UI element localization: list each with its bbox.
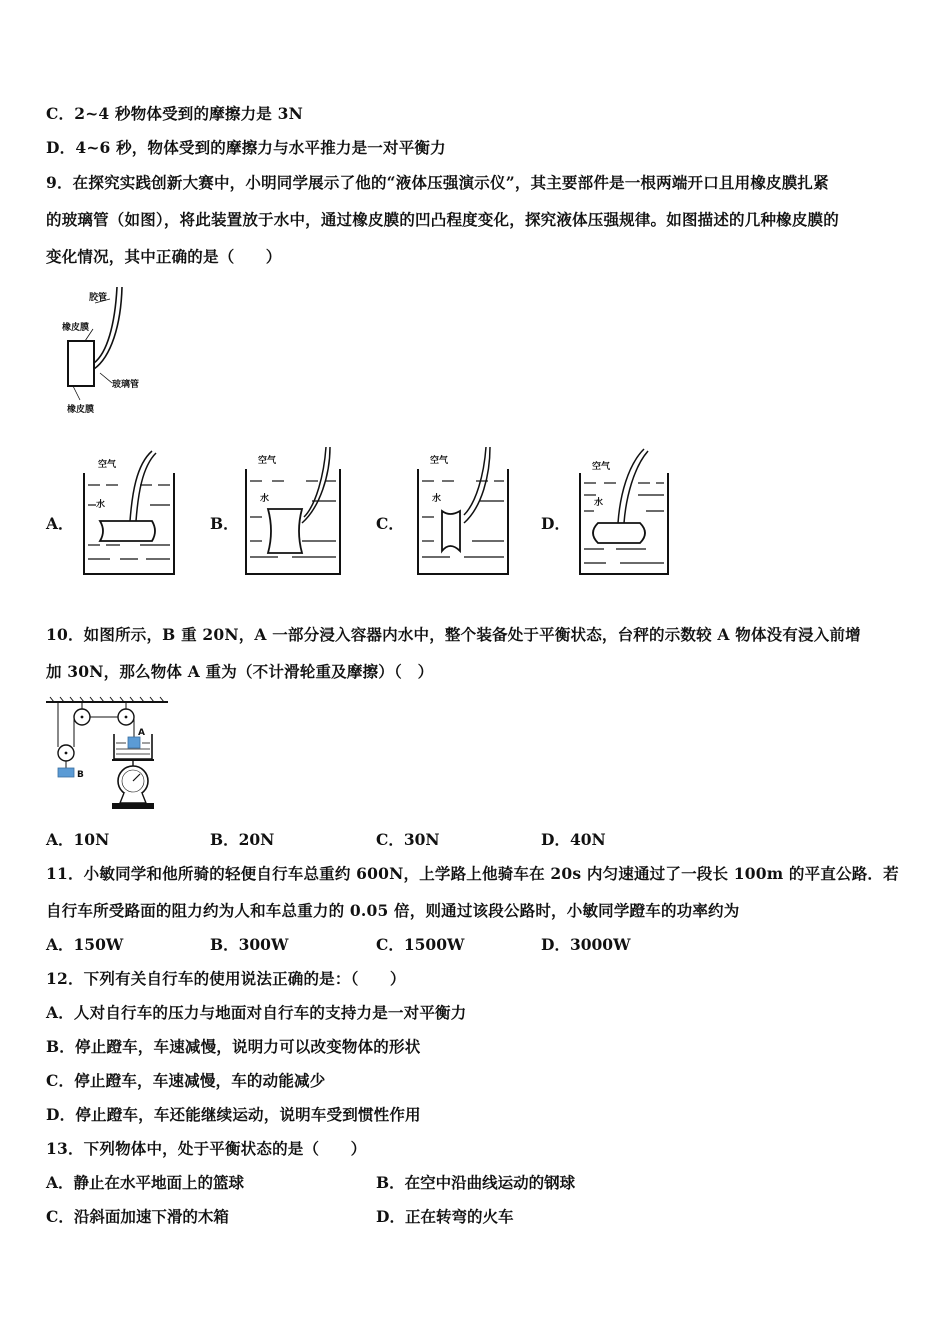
q9-tube-label: 胶管 bbox=[89, 293, 108, 303]
q10-b-label: B bbox=[77, 770, 84, 780]
q11-text-line-2: 自行车所受路面的阻力约为人和车总重力的 0.05 倍，则通过该段公路时，小敏同学蹬车的功率约为 bbox=[46, 901, 740, 920]
q10-text-line-1: 10．如图所示，B 重 20N，A 一部分浸入容器内水中，整个装备处于平衡状态，台秤的示数较 A 物体没有浸入前增 bbox=[46, 625, 861, 644]
q9-option-a-label: A． bbox=[46, 514, 74, 533]
q13-option-c: C．沿斜面加速下滑的木箱 bbox=[46, 1207, 229, 1226]
q9-b-water-label: 水 bbox=[260, 494, 270, 504]
q9-c-water-label: 水 bbox=[432, 494, 442, 504]
q9-membrane-top-label: 橡皮膜 bbox=[62, 323, 90, 333]
q9-text-line-2: 的玻璃管（如图），将此装置放于水中，通过橡皮膜的凹凸程度变化，探究液体压强规律。如图描述的几种橡皮膜的 bbox=[46, 210, 839, 229]
q12-option-c: C．停止蹬车，车速减慢，车的动能减少 bbox=[46, 1071, 326, 1090]
q12-option-d: D．停止蹬车，车还能继续运动，说明车受到惯性作用 bbox=[46, 1105, 421, 1124]
q9-option-b-figure bbox=[242, 445, 342, 580]
q9-a-air-label: 空气 bbox=[98, 460, 117, 470]
q10-option-d: D．40N bbox=[541, 830, 606, 849]
q12-text: 12．下列有关自行车的使用说法正确的是：（ ） bbox=[46, 969, 406, 988]
q9-text-line-1: 9．在探究实践创新大赛中，小明同学展示了他的“液体压强演示仪”，其主要部件是一根两端开口且用橡皮膜扎紧 bbox=[46, 173, 829, 192]
q9-text-line-3: 变化情况，其中正确的是（ ） bbox=[46, 247, 282, 266]
q9-option-c-label: C． bbox=[376, 514, 404, 533]
q9-glass-label: 玻璃管 bbox=[112, 380, 140, 390]
q12-option-b: B．停止蹬车，车速减慢，说明力可以改变物体的形状 bbox=[46, 1037, 421, 1056]
q9-a-water-label: 水 bbox=[96, 500, 106, 510]
q10-option-a: A．10N bbox=[46, 830, 110, 849]
q9-option-c-figure bbox=[414, 445, 514, 580]
q9-d-air-label: 空气 bbox=[592, 462, 611, 472]
q9-option-b-label: B． bbox=[210, 514, 239, 533]
q9-option-d-figure bbox=[576, 445, 676, 580]
q11-option-a: A．150W bbox=[46, 935, 124, 954]
q13-text: 13．下列物体中，处于平衡状态的是（ ） bbox=[46, 1139, 367, 1158]
q9-membrane-bottom-label: 橡皮膜 bbox=[67, 405, 95, 415]
q11-text-line-1: 11．小敏同学和他所骑的轻便自行车总重约 600N，上学路上他骑车在 20s 内匀速通过了一段长 100m 的平直公路．若 bbox=[46, 864, 899, 883]
q11-option-c: C．1500W bbox=[376, 935, 465, 954]
q9-device-figure bbox=[55, 285, 175, 420]
q13-option-b: B．在空中沿曲线运动的钢球 bbox=[376, 1173, 576, 1192]
q9-option-a-figure bbox=[80, 445, 180, 580]
q10-option-b: B．20N bbox=[210, 830, 275, 849]
q11-option-b: B．300W bbox=[210, 935, 289, 954]
q9-option-d-label: D． bbox=[541, 514, 570, 533]
q13-option-d: D．正在转弯的火车 bbox=[376, 1207, 514, 1226]
q10-a-label: A bbox=[138, 728, 145, 738]
q9-c-air-label: 空气 bbox=[430, 456, 449, 466]
option-c-prev-question: C．2~4 秒物体受到的摩擦力是 3N bbox=[46, 104, 303, 123]
q9-d-water-label: 水 bbox=[594, 498, 604, 508]
option-d-prev-question: D．4~6 秒，物体受到的摩擦力与水平推力是一对平衡力 bbox=[46, 138, 446, 157]
q13-option-a: A．静止在水平地面上的篮球 bbox=[46, 1173, 245, 1192]
q12-option-a: A．人对自行车的压力与地面对自行车的支持力是一对平衡力 bbox=[46, 1003, 467, 1022]
q11-option-d: D．3000W bbox=[541, 935, 631, 954]
q10-option-c: C．30N bbox=[376, 830, 440, 849]
q10-text-line-2: 加 30N，那么物体 A 重为（不计滑轮重及摩擦）（ ） bbox=[46, 662, 434, 681]
q10-pulley-figure bbox=[46, 697, 176, 815]
q9-b-air-label: 空气 bbox=[258, 456, 277, 466]
